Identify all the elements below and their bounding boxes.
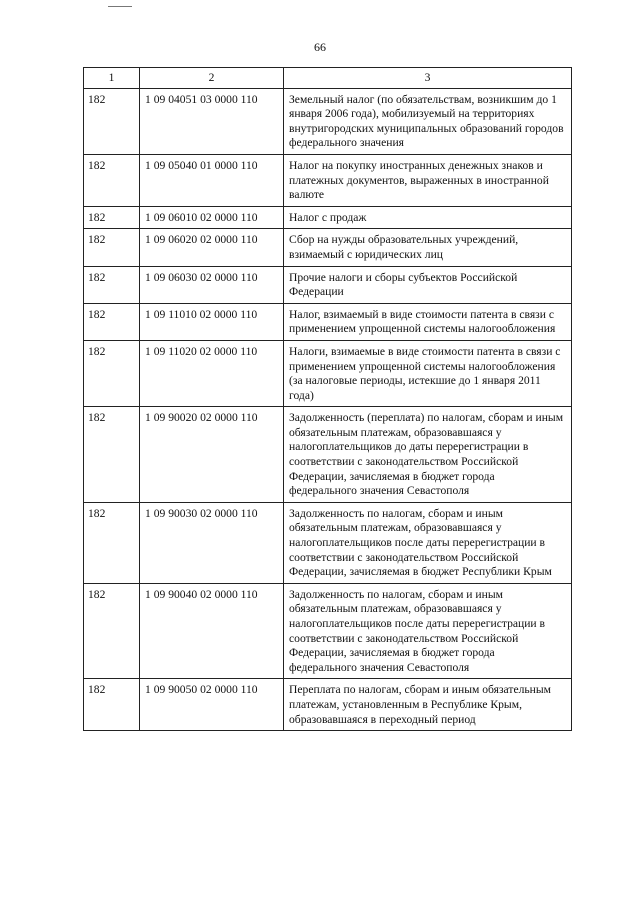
admin-code-cell: 182 <box>84 206 140 229</box>
kbk-code-cell: 1 09 06020 02 0000 110 <box>140 229 284 266</box>
income-name-cell: Прочие налоги и сборы субъектов Российской Федерации <box>284 266 572 303</box>
kbk-code-cell: 1 09 90030 02 0000 110 <box>140 502 284 583</box>
income-name-cell: Задолженность по налогам, сборам и иным обязательным платежам, образовавшаяся у налогоплательщиков после даты перерегистрации в соответствии с законодательством Российской Федерации, зачисляемая в бюджет Республики Крым <box>284 502 572 583</box>
header-col-3: 3 <box>284 68 572 89</box>
admin-code-cell: 182 <box>84 229 140 266</box>
scan-mark <box>108 6 132 7</box>
admin-code-cell: 182 <box>84 340 140 406</box>
income-name-cell: Налог с продаж <box>284 206 572 229</box>
admin-code-cell: 182 <box>84 88 140 154</box>
admin-code-cell: 182 <box>84 266 140 303</box>
kbk-code-cell: 1 09 05040 01 0000 110 <box>140 154 284 206</box>
income-name-cell: Налог на покупку иностранных денежных знаков и платежных документов, выраженных в иностранной валюте <box>284 154 572 206</box>
table-row <box>84 303 572 340</box>
table-row <box>84 266 572 303</box>
kbk-code-cell: 1 09 90050 02 0000 110 <box>140 679 284 731</box>
kbk-code-cell: 1 09 06010 02 0000 110 <box>140 206 284 229</box>
budget-codes-table <box>83 67 572 731</box>
table-row <box>84 583 572 679</box>
table-row <box>84 340 572 406</box>
table-row <box>84 229 572 266</box>
income-name-cell: Земельный налог (по обязательствам, возникшим до 1 января 2006 года), мобилизуемый на территориях внутригородских муниципальных образований городов федерального значения <box>284 88 572 154</box>
admin-code-cell: 182 <box>84 679 140 731</box>
kbk-code-cell: 1 09 04051 03 0000 110 <box>140 88 284 154</box>
admin-code-cell: 182 <box>84 502 140 583</box>
income-name-cell: Сбор на нужды образовательных учреждений, взимаемый с юридических лиц <box>284 229 572 266</box>
kbk-code-cell: 1 09 06030 02 0000 110 <box>140 266 284 303</box>
header-col-2: 2 <box>140 68 284 89</box>
table-row <box>84 88 572 154</box>
header-col-1: 1 <box>84 68 140 89</box>
kbk-code-cell: 1 09 11010 02 0000 110 <box>140 303 284 340</box>
income-name-cell: Налоги, взимаемые в виде стоимости патента в связи с применением упрощенной системы налогообложения (за налоговые периоды, истекшие до 1 января 2011 года) <box>284 340 572 406</box>
income-name-cell: Задолженность по налогам, сборам и иным обязательным платежам, образовавшаяся у налогоплательщиков после даты перерегистрации в соответствии с законодательством Российской Федерации, зачисляемая в бюджет города федерального значения Севастополя <box>284 583 572 679</box>
admin-code-cell: 182 <box>84 583 140 679</box>
table-row <box>84 679 572 731</box>
admin-code-cell: 182 <box>84 407 140 503</box>
table-header-row <box>84 68 572 89</box>
admin-code-cell: 182 <box>84 303 140 340</box>
table-row <box>84 154 572 206</box>
income-name-cell: Переплата по налогам, сборам и иным обязательным платежам, установленным в Республике Крым, образовавшаяся в переходный период <box>284 679 572 731</box>
page-number: 66 <box>314 40 326 54</box>
table-row <box>84 407 572 503</box>
kbk-code-cell: 1 09 90020 02 0000 110 <box>140 407 284 503</box>
income-name-cell: Налог, взимаемый в виде стоимости патента в связи с применением упрощенной системы налогообложения <box>284 303 572 340</box>
income-name-cell: Задолженность (переплата) по налогам, сборам и иным обязательным платежам, образовавшаяся у налогоплательщиков до даты перерегистрации в соответствии с законодательством Российской Федерации, зачисляемая в бюджет города федерального значения Севастополя <box>284 407 572 503</box>
kbk-code-cell: 1 09 11020 02 0000 110 <box>140 340 284 406</box>
table-row <box>84 502 572 583</box>
admin-code-cell: 182 <box>84 154 140 206</box>
kbk-code-cell: 1 09 90040 02 0000 110 <box>140 583 284 679</box>
table-row <box>84 206 572 229</box>
